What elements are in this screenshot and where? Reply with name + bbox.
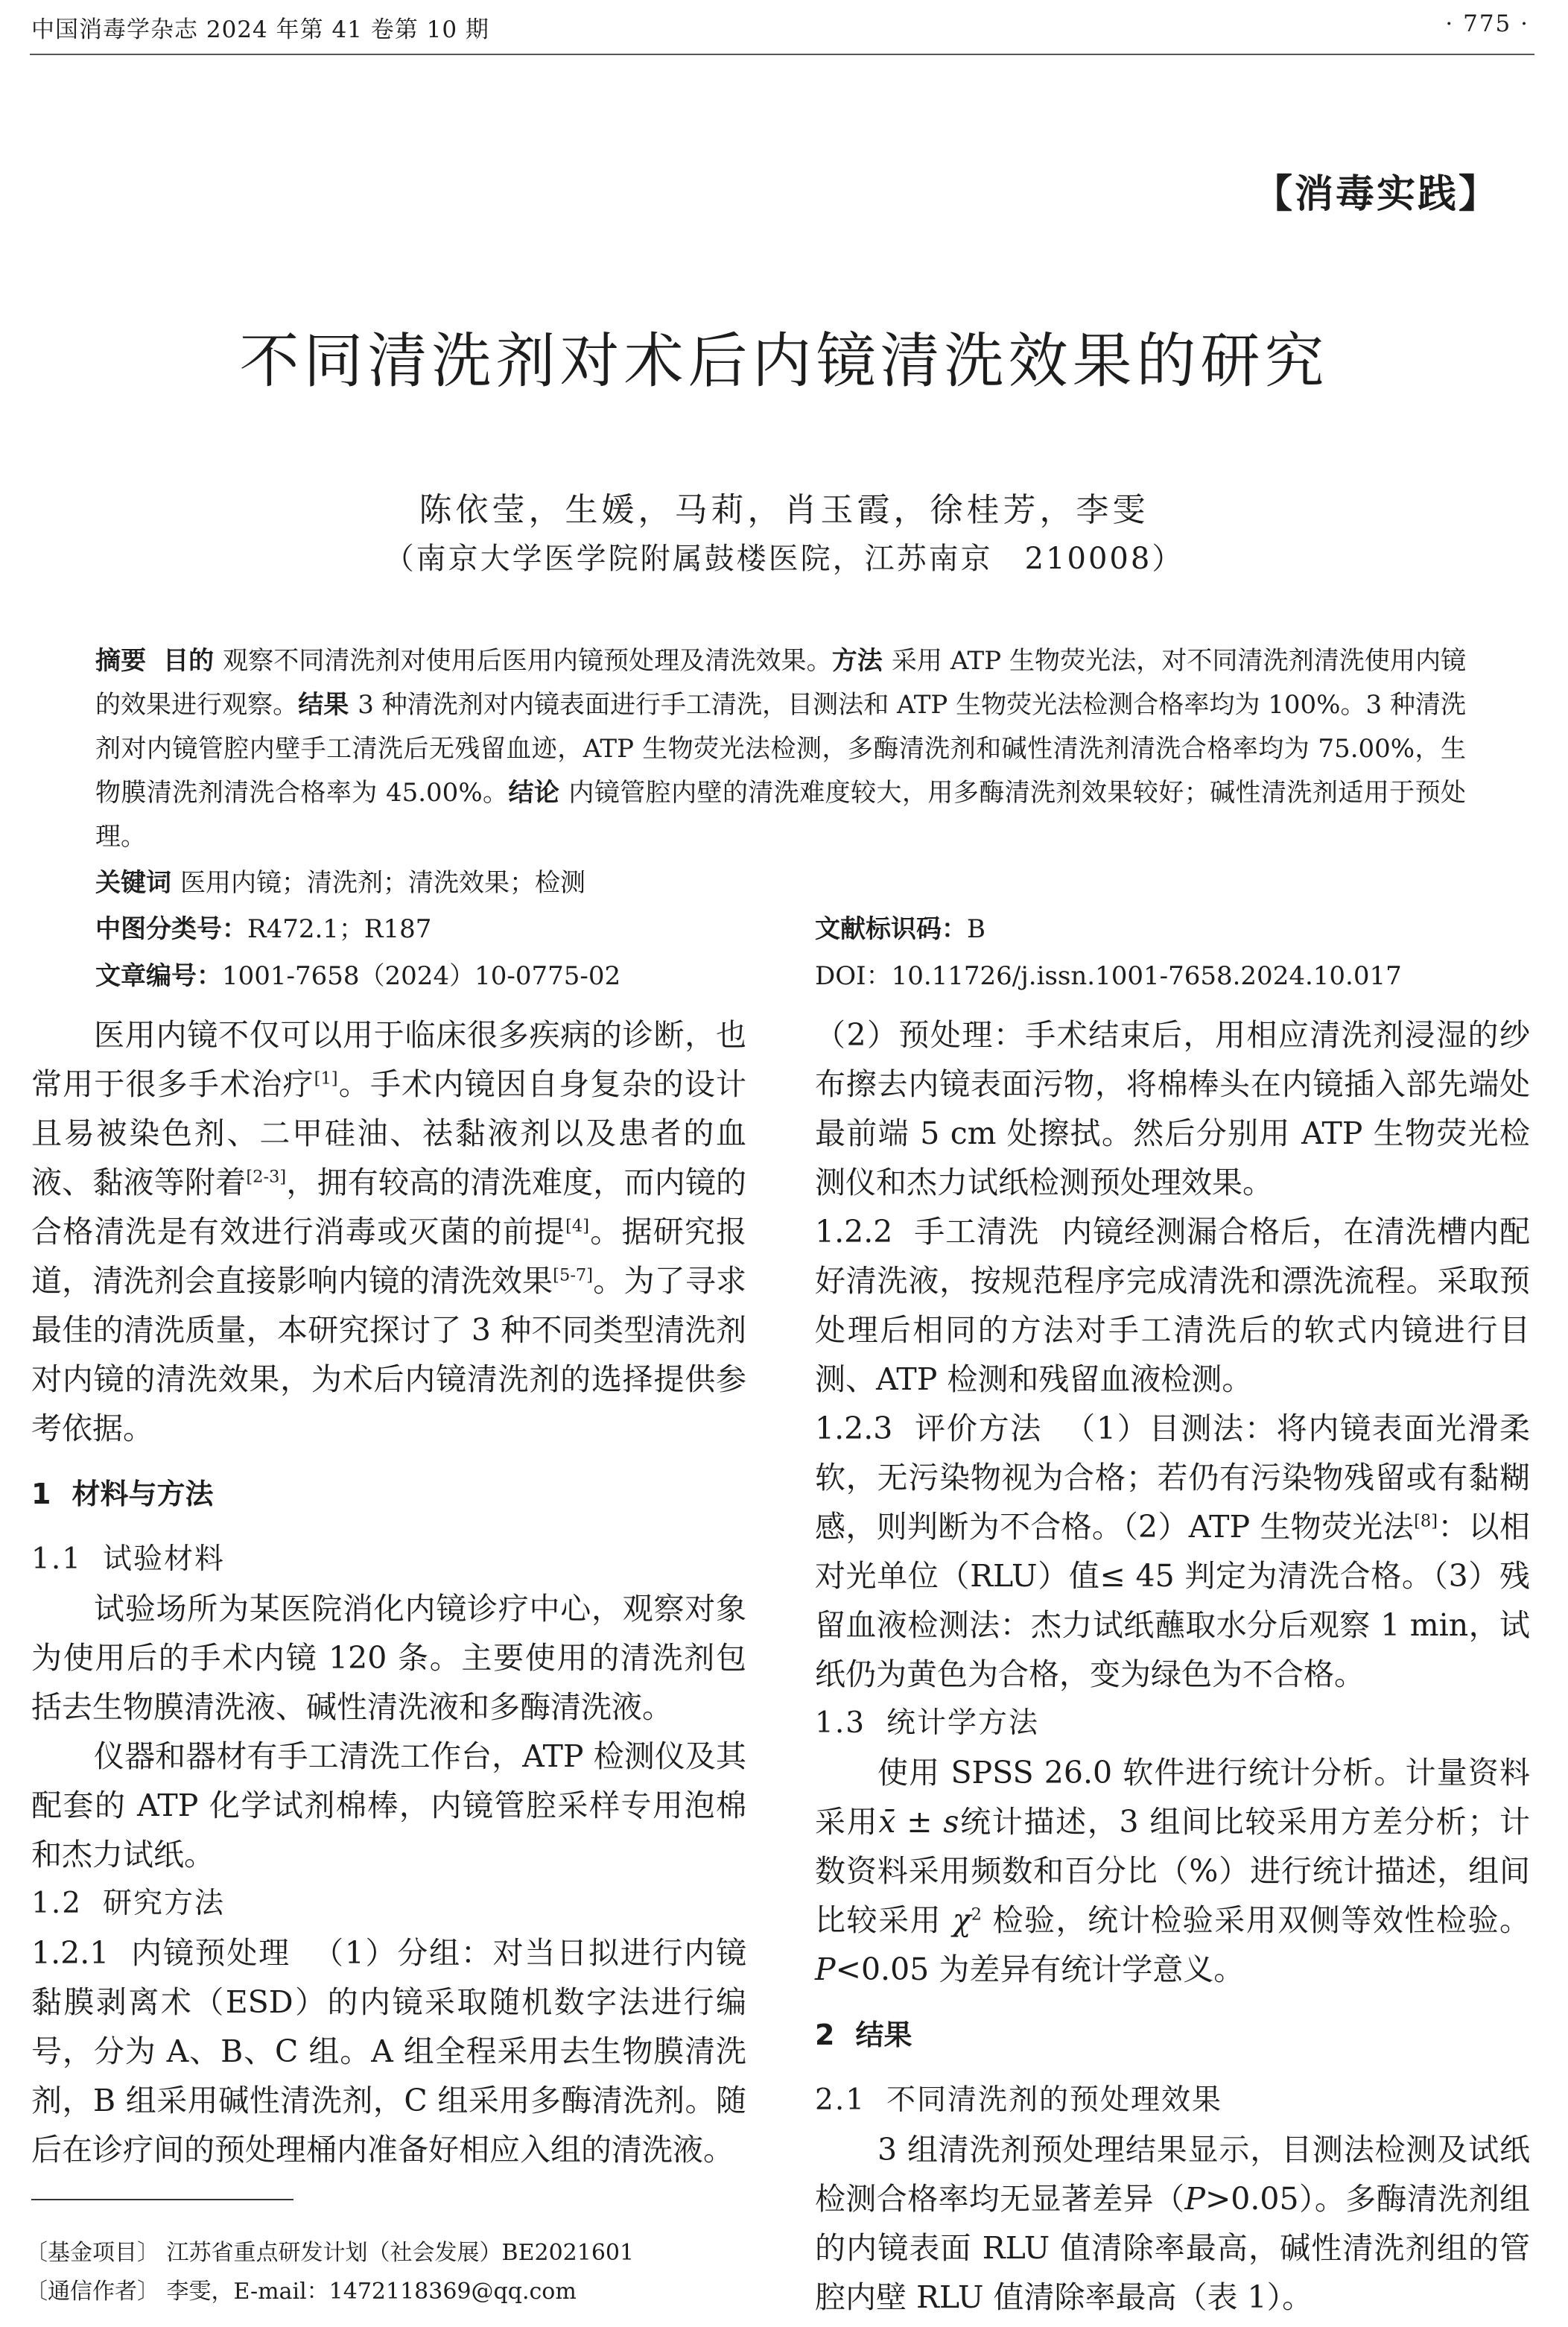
abstract (95, 639, 1466, 859)
subsection-title: 不同清洗剂的预处理效果 (886, 2083, 1223, 2117)
paragraph-text: ：以相对光单位（RLU）值≤ 45 判定为清洗合格。（3）残留血液检测法：杰力试纸蘸取水分后观察 1 min，试纸仍为黄色为合格，变为绿色为不合格。 (815, 1509, 1531, 1692)
citation: [1] (314, 1068, 338, 1089)
section-tag: 【消毒实践】 (1253, 172, 1499, 217)
affiliation: （南京大学医学院附属鼓楼医院，江苏南京 210008） (384, 542, 1184, 576)
subsection-number: 1.2 (31, 1887, 83, 1920)
paragraph (815, 1748, 1530, 1994)
corresponding-value: 李雯，E-mail：1472118369@qq.com (166, 2279, 577, 2305)
body-column-left (31, 1010, 746, 2174)
intro-text: 。据研究报道，清洗剂会直接影响内镜的清洗效果 (31, 1214, 747, 1299)
running-head: 中国消毒学杂志 2024 年第 41 卷第 10 期 (31, 16, 489, 43)
paragraph-text: 3 组清洗剂预处理结果显示，目测法检测及试纸检测合格率均无显著差异（ (815, 2132, 1530, 2217)
header-divider (30, 54, 1534, 55)
body-column-right (815, 1010, 1530, 2322)
article-number (95, 955, 620, 992)
paragraph-text: （1）分组：对当日拟进行内镜黏膜剥离术（ESD）的内镜采取随机数字法进行编号，分为 A、B、C 组。A 组全程采用去生物膜清洗剂，B 组采用碱性清洗剂，C 组采用多酶清洗剂。随后在诊疗间的预处理桶内准备好相应入组的清洗液。 (31, 1935, 746, 2168)
section-heading (815, 2010, 1530, 2060)
paragraph (815, 1207, 1530, 1404)
section-number: 2 (815, 2019, 835, 2051)
subsection-number: 2.1 (815, 2083, 866, 2117)
paragraph (815, 2125, 1530, 2322)
section-number: 1 (31, 1478, 51, 1510)
docid-value: B (967, 914, 985, 944)
subsection-title: 统计学方法 (886, 1706, 1040, 1740)
paragraph: 仪器和器材有手工清洗工作台，ATP 检测仪及其配套的 ATP 化学试剂棉棒，内镜管腔采样专用泡棉和杰力试纸。 (31, 1738, 746, 1872)
paragraph-text: >0.05）。多酶清洗剂组的内镜表面 RLU 值清除率最高，碱性清洗剂组的管腔内壁 RLU 值清除率最高（表 1）。 (815, 2181, 1530, 2315)
mean-sd-symbol: x̄ ± s (878, 1804, 959, 1840)
subsection-title: 试验材料 (103, 1542, 226, 1576)
subsubsection-number: 1.2.2 (815, 1214, 893, 1250)
subsection-heading (31, 1879, 746, 1928)
paragraph (815, 1404, 1530, 1699)
subsubsection-title: 手工清洗 (913, 1214, 1040, 1250)
docid-label: 文献标识码： (815, 914, 967, 944)
paragraph-text: 检验，统计检验采用双侧等效性检验。 (981, 1902, 1530, 1938)
paragraph-text: 统计描述，3 组间比较采用方差分析；计数资料采用频数和百分比（%）进行统计描述，组间比较采用 (815, 1804, 1530, 1938)
clc-value: R472.1；R187 (247, 914, 432, 944)
keywords (95, 862, 1466, 899)
intro-text: 。手术内镜因自身复杂的设计且易被染色剂、二甲硅油、祛黏液剂以及患者的血液、黏液等附着 (31, 1066, 746, 1200)
funding-value: 江苏省重点研发计划（社会发展）BE2021601 (166, 2240, 635, 2266)
document-code (815, 908, 985, 945)
intro-text: ，拥有较高的清洗难度，而内镜的合格清洗是有效进行消毒或灭菌的前提 (31, 1165, 747, 1250)
footnote-divider (31, 2199, 293, 2200)
subsubsection-number: 1.2.3 (815, 1411, 893, 1446)
citation: [5-7] (553, 1265, 594, 1285)
subsection-number: 1.1 (31, 1542, 83, 1576)
doi: DOI：10.11726/j.issn.1001-7658.2024.10.017 (815, 961, 1402, 991)
subsubsection-title: 内镜预处理 (130, 1935, 291, 1971)
p-symbol: P (815, 1951, 836, 1987)
section-heading (31, 1469, 746, 1519)
intro-text: 医用内镜不仅可以用于临床很多疾病的诊断，也常用于很多手术治疗 (31, 1017, 746, 1102)
subsection-title: 研究方法 (103, 1887, 226, 1920)
results-text: 3 种清洗剂对内镜表面进行手工清洗，目测法和 ATP 生物荧光法检测合格率均为 100%。3 种清洗剂对内镜管腔内壁手工清洗后无残留血迹，ATP 生物荧光法检测，多酶清洗剂和碱性清洗剂清洗合格率均为 75.00%，生物膜清洗剂清洗合格率为 45.00%。 (95, 690, 1467, 808)
section-title: 结果 (855, 2019, 912, 2051)
author-list: 陈依莹，生媛，马莉，肖玉霞，徐桂芳，李雯 (419, 491, 1149, 529)
subsection-heading (815, 1699, 1530, 1748)
page-number: · 775 · (1445, 10, 1529, 37)
paragraph-text: 内镜经测漏合格后，在清洗槽内配好清洗液，按规范程序完成清洗和漂洗流程。采取预处理后相同的方法对手工清洗后的软式内镜进行目测、ATP 检测和残留血液检测。 (815, 1214, 1531, 1397)
objective-label: 目的 (163, 646, 215, 676)
paragraph: （2）预处理：手术结束后，用相应清洗剂浸湿的纱布擦去内镜表面污物，将棉棒头在内镜插入部先端处最前端 5 cm 处擦拭。然后分别用 ATP 生物荧光检测仪和杰力试纸检测预处理效果。 (815, 1017, 1530, 1200)
corresponding-label: 〔通信作者〕 (25, 2279, 159, 2305)
article-title: 不同清洗剂对术后内镜清洗效果的研究 (239, 326, 1329, 396)
funding-label: 〔基金项目〕 (25, 2240, 159, 2266)
artno-value: 1001-7658（2024）10-0775-02 (222, 961, 621, 991)
paragraph (31, 1928, 746, 2174)
objective-text: 观察不同清洗剂对使用后医用内镜预处理及清洗效果。 (223, 646, 832, 676)
subsection-heading (31, 1535, 746, 1584)
methods-label: 方法 (831, 646, 883, 676)
clc-label: 中图分类号： (95, 914, 247, 944)
subsection-number: 1.3 (815, 1706, 866, 1740)
intro-text: 。为了寻求最佳的清洗质量，本研究探讨了 3 种不同类型清洗剂对内镜的清洗效果，为术后内镜清洗剂的选择提供参考依据。 (31, 1263, 747, 1446)
subsubsection-number: 1.2.1 (31, 1935, 109, 1971)
conclusion-text: 内镜管腔内壁的清洗难度较大，用多酶清洗剂效果较好；碱性清洗剂适用于预处理。 (95, 778, 1467, 852)
clc-number (95, 908, 431, 945)
chi-exponent: 2 (971, 1905, 982, 1925)
section-title: 材料与方法 (72, 1478, 214, 1510)
corresponding-author-footnote (25, 2273, 577, 2305)
funding-footnote (25, 2234, 634, 2267)
methods-text: 采用 ATP 生物荧光法，对不同清洗剂清洗使用内镜的效果进行观察。 (95, 646, 1467, 720)
citation: [4] (565, 1216, 590, 1236)
paragraph-text: 使用 SPSS 26.0 软件进行统计分析。计量资料采用 (815, 1755, 1530, 1840)
conclusion-label: 结论 (508, 778, 560, 808)
p-symbol: P (1184, 2181, 1205, 2217)
intro-paragraph (31, 1010, 746, 1453)
artno-label: 文章编号： (95, 961, 222, 991)
results-label: 结果 (298, 690, 349, 720)
subsection-heading (815, 2076, 1530, 2125)
citation: [8] (1414, 1511, 1438, 1531)
chi-symbol: χ (952, 1902, 971, 1938)
abstract-label: 摘要 (95, 646, 147, 676)
citation: [2-3] (246, 1167, 287, 1187)
keywords-value: 医用内镜；清洗剂；清洗效果；检测 (180, 868, 585, 898)
keywords-label: 关键词 (95, 868, 171, 898)
paragraph: 试验场所为某医院消化内镜诊疗中心，观察对象为使用后的手术内镜 120 条。主要使用的清洗剂包括去生物膜清洗液、碱性清洗液和多酶清洗液。 (31, 1591, 746, 1725)
paragraph-text: <0.05 为差异有统计学意义。 (835, 1951, 1245, 1987)
subsubsection-title: 评价方法 (913, 1411, 1043, 1446)
paragraph-text: （1）目测法：将内镜表面光滑柔软，无污染物视为合格；若仍有污染物残留或有黏糊感，则判断为不合格。（2）ATP 生物荧光法 (815, 1411, 1530, 1545)
